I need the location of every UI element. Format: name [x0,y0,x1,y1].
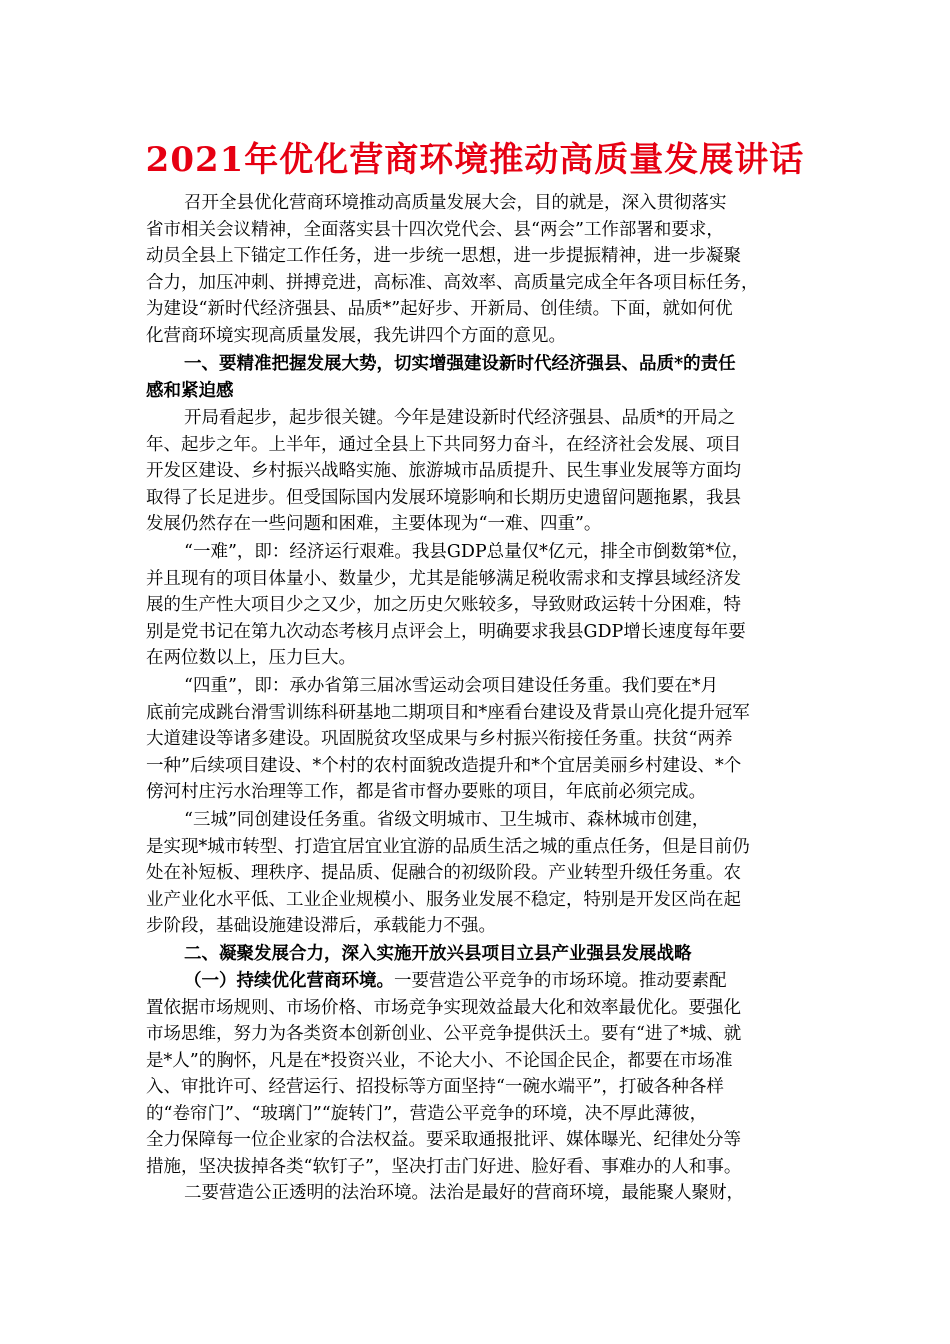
text-line-rest: 一要营造公平竞争的市场环境。推动要素配 [394,971,727,991]
text-line: “一难”，即：经济运行艰难。我县GDP总量仅*亿元，排全市倒数第*位， [184,542,750,562]
text-line: 合力，加压冲刺、拼搏竞进，高标准、高效率、高质量完成全年各项目标任务， [146,272,759,293]
text-line [146,968,810,995]
text-line: 入、审批许可、经营运行、招投标等方面坚持“一碗水端平”，打破各种各样 [146,1077,724,1097]
text-line: 在两位数以上，压力巨大。 [146,648,356,668]
text-line: 召开全县优化营商环境推动高质量发展大会，目的就是，深入贯彻落实 [184,193,727,213]
text-line: 取得了长足进步。但受国际国内发展环境影响和长期历史遗留问题拖累，我县 [146,487,741,508]
text-line: 业产业化水平低、工业企业规模小、服务业发展不稳定，特别是开发区尚在起 [146,889,741,910]
section-heading-2 [146,941,810,968]
text-line: 省市相关会议精神，全面落实县十四次党代会、县“两会”工作部署和要求， [146,219,724,240]
text-line: 大道建设等诸多建设。巩固脱贫攻坚成果与乡村振兴衔接任务重。扶贫“两养 [146,729,733,749]
paragraph-start [146,405,810,538]
heading-line: 感和紧迫感 [146,380,234,401]
text-line: 置依据市场规则、市场价格、市场竞争实现效益最大化和效率最优化。要强化 [146,997,741,1018]
heading-line: 二、凝聚发展合力，深入实施开放兴县项目立县产业强县发展战略 [184,944,692,964]
paragraph-intro [146,190,810,349]
text-line: 步阶段，基础设施建设滞后，承载能力不强。 [146,916,496,936]
section-heading-1 [146,351,810,404]
text-line: 为建设“新时代经济强县、品质*”起好步、开新局、创佳绩。下面，就如何优 [146,299,733,319]
text-line: 动员全县上下锚定工作任务，进一步统一思想，进一步提振精神，进一步凝聚 [146,246,741,266]
paragraph-business-environment [146,968,810,1180]
text-line: 措施，坚决拔掉各类“软钉子”，坚决打击门好进、脸好看、事难办的人和事。 [146,1156,742,1177]
text-line: 全力保障每一位企业家的合法权益。要采取通报批评、媒体曝光、纪律处分等 [146,1130,741,1150]
text-line: 是*人”的胸怀，凡是在*投资兴业，不论大小、不论国企民企，都要在市场准 [146,1050,733,1071]
text-line: 底前完成跳台滑雪训练科研基地二期项目和*座看台建设及背景山亮化提升冠军 [146,702,750,723]
text-line: 开局看起步，起步很关键。今年是建设新时代经济强县、品质*的开局之 [184,408,736,428]
paragraph-one-difficulty [146,539,810,672]
text-line: 年、起步之年。上半年，通过全县上下共同努力奋斗，在经济社会发展、项目 [146,434,741,455]
text-line: 市场思维，努力为各类资本创新创业、公平竞争提供沃土。要有“进了*城、就 [146,1024,742,1044]
subsection-lead: （一）持续优化营商环境。 [184,971,394,991]
text-line: 并且现有的项目体量小、数量少，尤其是能够满足税收需求和支撑县域经济发 [146,568,741,589]
text-line: 展的生产性大项目少之又少，加之历史欠账较多，导致财政运转十分困难，特 [146,595,741,615]
text-line: 发展仍然存在一些问题和困难，主要体现为“一难、四重”。 [146,514,602,534]
text-line: 一种”后续项目建设、*个村的农村面貌改造提升和*个宜居美丽乡村建设、*个 [146,755,742,776]
text-line: 处在补短板、理秩序、提品质、促融合的初级阶段。产业转型升级任务重。农 [146,863,741,883]
paragraph-four-burdens [146,673,810,806]
text-line: 开发区建设、乡村振兴战略实施、旅游城市品质提升、民生事业发展等方面均 [146,461,741,481]
text-line: “四重”，即：承办省第三届冰雪运动会项目建设任务重。我们要在*月 [184,676,719,696]
heading-line: 一、要精准把握发展大势，切实增强建设新时代经济强县、品质*的责任 [184,354,736,374]
text-line: 别是党书记在第九次动态考核月点评会上，明确要求我县GDP增长速度每年要 [146,621,746,642]
document-title: 2021年优化营商环境推动高质量发展讲话 [145,140,805,180]
text-line: 的“卷帘门”、“玻璃门”“旋转门”，营造公平竞争的环境，决不厚此薄彼， [146,1103,708,1124]
text-line: 是实现*城市转型、打造宜居宜业宜游的品质生活之城的重点任务，但是目前仍 [146,836,750,857]
paragraph-three-cities [146,807,810,940]
text-line: 二要营造公正透明的法治环境。法治是最好的营商环境，最能聚人聚财， [184,1183,744,1203]
text-line: 化营商环境实现高质量发展，我先讲四个方面的意见。 [146,325,566,346]
text-line: “三城”同创建设任务重。省级文明城市、卫生城市、森林城市创建， [184,810,710,830]
paragraph-rule-of-law [146,1180,810,1207]
text-line: 傍河村庄污水治理等工作，都是省市督办要账的项目，年底前必须完成。 [146,782,706,802]
